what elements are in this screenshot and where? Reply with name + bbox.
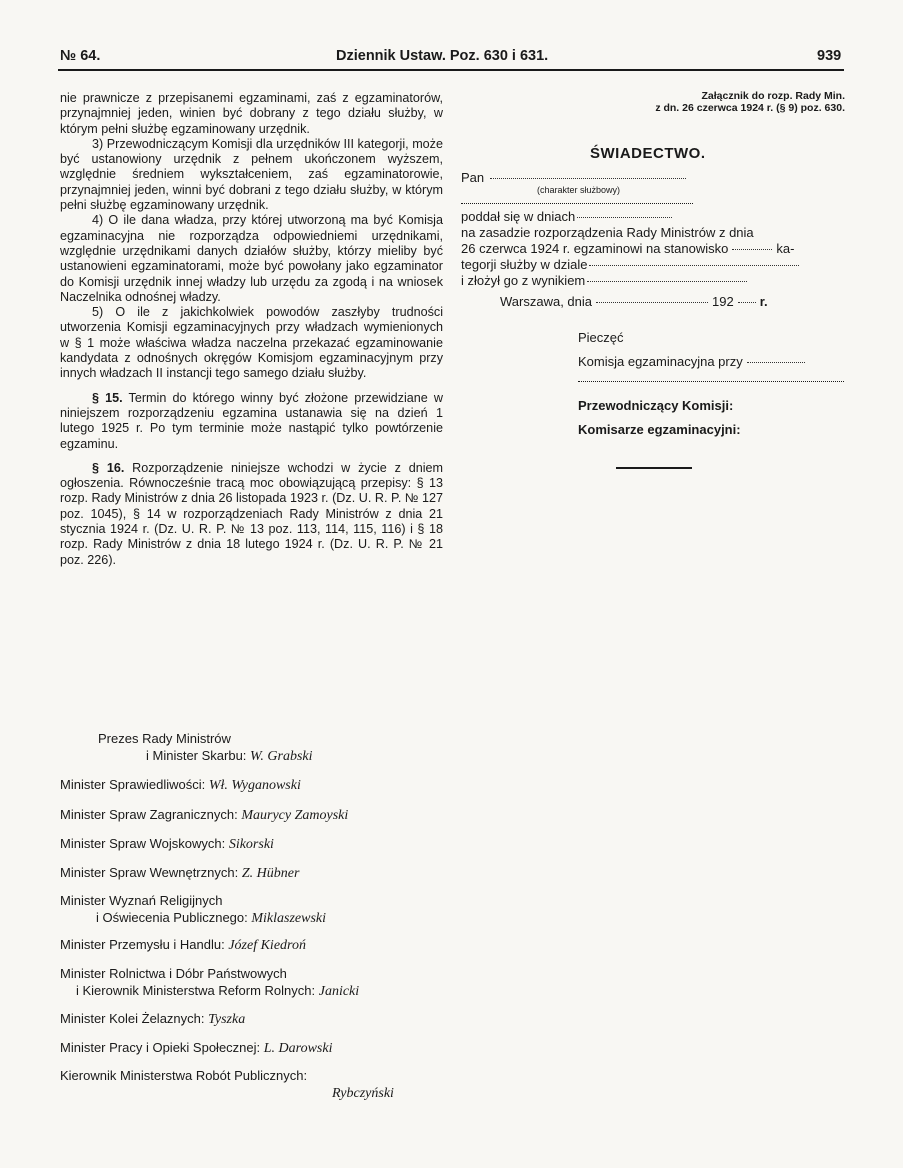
field-department: tegorji służby w dziale	[461, 257, 799, 272]
section-16-text: Rozporządzenie niniejsze wchodzi w życie z dniem ogłoszenia. Równocześnie tracą moc obowiązującą przepisy: § 13 rozp. Rady Ministrów z dnia 26 listopada 1923 r. (Dz. U. R. P. № 127 poz. 1045), § 14 w rozporządzeniach Rady Ministrów z dnia 21 stycznia 1924 r. (Dz. U. R. P. № 13 poz. 113, 114, 115, 116) i § 18 rozp. Rady Ministrów z dnia 18 lutego 1924 r. (Dz. U. R. P. № 21 poz. 226).	[60, 460, 444, 567]
field-pan: Pan	[461, 170, 686, 185]
annex-note: Załącznik do rozp. Rady Min. z dn. 26 czerwca 1924 r. (§ 9) poz. 630.	[655, 90, 845, 114]
field-basis: na zasadzie rozporządzenia Rady Ministrów z dnia	[461, 225, 754, 240]
signature-industry: Minister Przemysłu i Handlu: Józef Kiedroń	[60, 937, 306, 953]
commissioners-label: Komisarze egzaminacyjni:	[578, 422, 741, 437]
signature-foreign: Minister Spraw Zagranicznych: Maurycy Zamoyski	[60, 807, 349, 823]
commission-label: Komisja egzaminacyjna przy	[578, 354, 805, 369]
stamp-label: Pieczęć	[578, 330, 624, 345]
certificate-title: ŚWIADECTWO.	[590, 145, 706, 162]
signature-railways: Minister Kolei Żelaznych: Tyszka	[60, 1011, 246, 1027]
paragraph-3: 3) Przewodniczącym Komisji dla urzędników III kategorji, może być ustanowiony urzędnik z pełnem ukończonem wyższem, względnie średniem wykształceniem, zaś egzaminatorowie, przynajmniej jeden, winni być dobrani z tego działu służby, w którym pełni służbę egzaminowany urzędnik.	[60, 136, 443, 213]
paragraph-5: 5) O ile z jakichkolwiek powodów zaszłyby trudności utworzenia Komisji egzaminacyjnych przy władzach wymienionych w § 1 może właściwa władza naczelna przekazać egzaminowanie kandydata z odnośnych okręgów Komisjom egzaminacyjnym przy innych władzach II instancji tego samego działu służby.	[60, 305, 443, 381]
field-charakter-hint: (charakter służbowy)	[537, 185, 621, 195]
end-rule	[616, 467, 692, 469]
signature-religion: Minister Wyznań Religijnych i Oświecenia Publicznego: Miklaszewski	[60, 893, 327, 926]
section-15-text: Termin do którego winny być złożone przewidziane w niniejszem rozporządzeniu egzamina ustanawia się na dzień 1 lutego 1925 r. Po tym terminie może nastąpić tylko powtórzenie egzaminu.	[60, 390, 443, 451]
chairman-label: Przewodniczący Komisji:	[578, 398, 734, 413]
signature-military: Minister Spraw Wojskowych: Sikorski	[60, 836, 274, 852]
signature-labour: Minister Pracy i Opieki Społecznej: L. Darowski	[60, 1040, 333, 1056]
signature-agriculture: Minister Rolnictwa i Dóbr Państwowych i Kierownik Ministerstwa Reform Rolnych: Janicki	[60, 966, 360, 999]
signature-public-works: Kierownik Ministerstwa Robót Publicznych: Rybczyński	[60, 1068, 394, 1101]
field-position: 26 czerwca 1924 r. egzaminowi na stanowisko ka-	[461, 241, 795, 256]
issue-number: № 64.	[60, 48, 101, 64]
commission-blank	[578, 381, 844, 382]
paragraph-4: 4) O ile dana władza, przy której utworzoną ma być Komisja egzaminacyjna nie rozporządza odpowiedniemi urzędnikami, względnie urzędnikami danych działów służby, którzy mieliby być ustanowieni egzaminatorami, może być powołany jako egzaminator do Komisji urzędnik innej władzy lub urzędu za zgodą i na wniosek Naczelnika odnośnej władzy.	[60, 213, 443, 304]
signature-interior: Minister Spraw Wewnętrznych: Z. Hübner	[60, 865, 300, 881]
section-15-label: § 15.	[92, 390, 123, 405]
left-column	[60, 91, 443, 568]
section-16-label: § 16.	[92, 460, 125, 475]
field-result: i złożył go z wynikiem	[461, 273, 747, 288]
header-rule	[58, 69, 844, 71]
section-15	[60, 391, 443, 452]
journal-title: Dziennik Ustaw. Poz. 630 i 631.	[336, 48, 549, 64]
section-16	[60, 461, 443, 568]
paragraph-cont: nie prawnicze z przepisanemi egzaminami, zaś z egzaminatorów, przynajmniej jeden, winien być dobrany z tego działu służby, w którym pełni służbę egzaminowany urzędnik.	[60, 91, 443, 136]
page-number: 939	[817, 48, 842, 64]
blank-line	[461, 203, 693, 204]
field-place-date: Warszawa, dnia 192 r.	[500, 294, 768, 309]
signature-justice: Minister Sprawiedliwości: Wł. Wyganowski	[60, 777, 301, 793]
field-dates: poddał się w dniach	[461, 209, 672, 224]
signature-prime-minister: Prezes Rady Ministrów i Minister Skarbu: W. Grabski	[98, 731, 313, 764]
